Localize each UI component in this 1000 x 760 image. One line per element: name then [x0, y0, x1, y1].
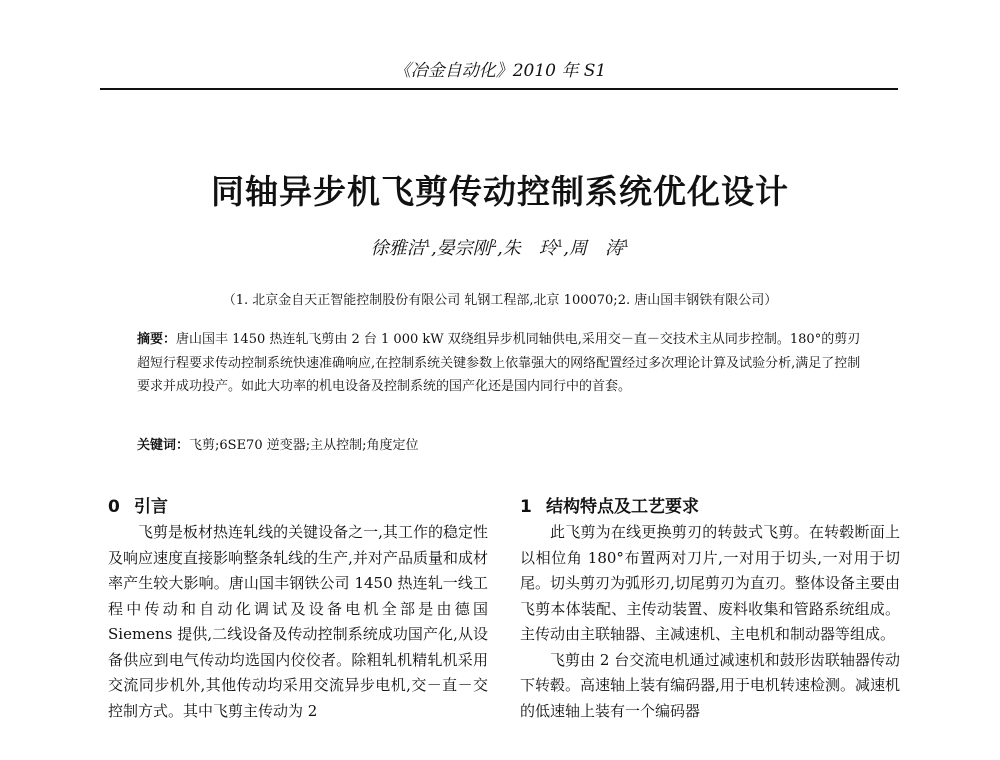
section-heading — [108, 494, 488, 520]
journal-header: 《冶金自动化》2010 年 S1 — [393, 61, 607, 81]
section-title: 结构特点及工艺要求 — [546, 497, 699, 517]
paper-title: 同轴异步机飞剪传动控制系统优化设计 — [211, 172, 789, 211]
keywords-label: 关键词： — [137, 438, 190, 453]
author-affiliation-mark: 2 — [490, 239, 498, 250]
abstract — [137, 328, 867, 399]
abstract-label: 摘要： — [137, 332, 177, 347]
affiliation: （1. 北京金自天正智能控制股份有限公司 轧钢工程部,北京 100070;2. 唐山国丰钢铁有限公司） — [222, 293, 778, 308]
section-number: 1 — [520, 497, 532, 517]
section-structure — [520, 494, 900, 724]
author-affiliation-mark: 1 — [622, 239, 630, 250]
author-list: 徐雅洁$^1$,晏宗刚$^2$,朱 玲$^1$,周 涛$^1$ — [370, 238, 630, 259]
keywords — [137, 436, 867, 456]
keywords-text: 飞剪;6SE70 逆变器;主从控制;角度定位 — [189, 438, 419, 453]
section-heading — [520, 494, 900, 520]
header-rule — [100, 88, 898, 90]
paragraph: 飞剪是板材热连轧线的关键设备之一,其工作的稳定性及响应速度直接影响整条轧线的生产,并对产品质量和成材率产生较大影响。唐山国丰钢铁公司 1450 热连轧一线工程中传动和自动化调试及设备电机全部是由德国 Siemens 提供,二线设备及传动控制系统成功国产化,从设备供应到电气传动均选国内佼佼者。除粗轧机精轧机采用交流同步机外,其他传动均采用交流异步电机,交－直－交控制方式。其中飞剪主传动为 2 — [108, 523, 488, 720]
abstract-text: 唐山国丰 1450 热连轧飞剪由 2 台 1 000 kW 双绕组异步机同轴供电,采用交－直－交技术主从同步控制。180°的剪刃超短行程要求传动控制系统快速准确响应,在控制系统关键参数上依靠强大的网络配置经过多次理论计算及试验分析,满足了控制要求并成功投产。如此大功率的机电设备及控制系统的国产化还是国内同行中的首套。 — [137, 332, 861, 394]
author-name: 徐雅洁 — [370, 238, 425, 259]
section-title: 引言 — [134, 497, 168, 517]
paragraph: 此飞剪为在线更换剪刃的转鼓式飞剪。在转毂断面上以相位角 180°布置两对刀片,一对用于切头,一对用于切尾。切头剪刃为弧形刃,切尾剪刃为直刃。整体设备主要由飞剪本体装配、主传动装置、废料收集和管路系统组成。主传动由主联轴器、主减速机、主电机和制动器等组成。 — [520, 523, 900, 643]
author-affiliation-mark: 1 — [424, 239, 432, 250]
section-introduction — [108, 494, 488, 724]
paragraph: 飞剪由 2 台交流电机通过减速机和鼓形齿联轴器传动下转毂。高速轴上装有编码器,用于电机转速检测。减速机的低速轴上装有一个编码器 — [520, 650, 900, 720]
author-name: 晏宗刚 — [436, 238, 491, 259]
section-number: 0 — [108, 497, 120, 517]
author-name: 周 涛 — [568, 238, 623, 259]
author-name: 朱 玲 — [502, 238, 557, 259]
author-affiliation-mark: 1 — [556, 239, 564, 250]
